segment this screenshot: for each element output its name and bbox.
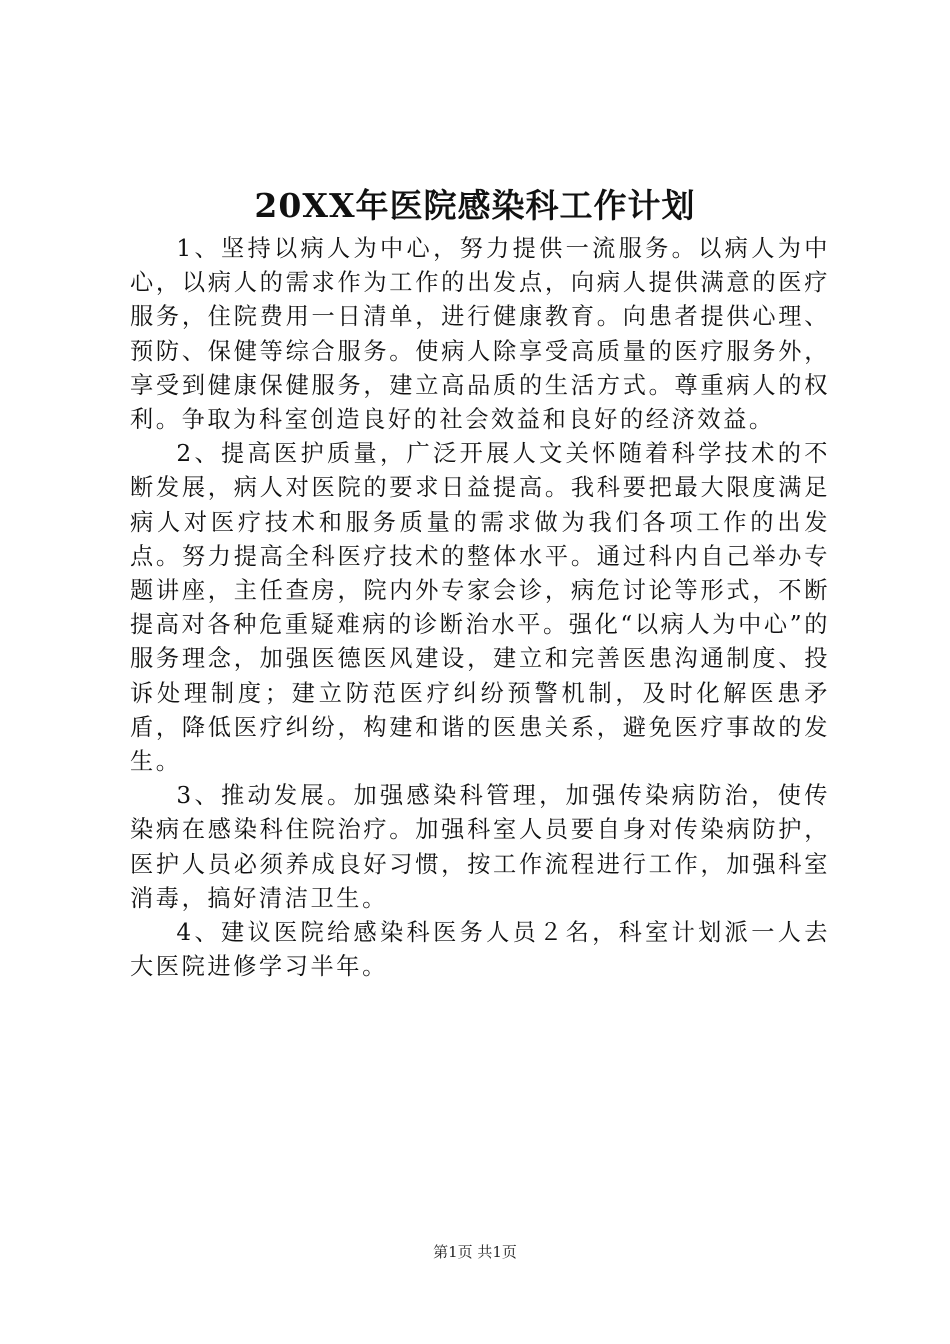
paragraph-3: 3、推动发展。加强感染科管理，加强传染病防治，使传染病在感染科住院治疗。加强科室人员要自身对传染病防护，医护人员必须养成良好习惯，按工作流程进行工作，加强科室消毒，搞好清洁卫生。 [130,782,830,912]
document-title: 20XX年医院感染科工作计划 [254,186,696,225]
paragraph-2: 2、提高医护质量，广泛开展人文关怀随着科学技术的不断发展，病人对医院的要求日益提高。我科要把最大限度满足病人对医疗技术和服务质量的需求做为我们各项工作的出发点。努力提高全科医疗技术的整体水平。通过科内自己举办专题讲座，主任查房，院内外专家会诊，病危讨论等形式，不断提高对各种危重疑难病的诊断治水平。强化“以病人为中心”的服务理念，加强医德医风建设，建立和完善医患沟通制度、投诉处理制度；建立防范医疗纠纷预警机制，及时化解医患矛盾，降低医疗纠纷，构建和谐的医患关系，避免医疗事故的发生。 [130,440,830,776]
document-body [130,232,830,984]
paragraph-1: 1、坚持以病人为中心，努力提供一流服务。以病人为中心，以病人的需求作为工作的出发点，向病人提供满意的医疗服务，住院费用一日清单，进行健康教育。向患者提供心理、预防、保健等综合服务。使病人除享受高质量的医疗服务外，享受到健康保健服务，建立高品质的生活方式。尊重病人的权利。争取为科室创造良好的社会效益和良好的经济效益。 [130,235,830,434]
paragraph-4: 4、建议医院给感染科医务人员２名，科室计划派一人去大医院进修学习半年。 [130,919,830,981]
page-footer: 第1页 共1页 [433,1243,517,1261]
